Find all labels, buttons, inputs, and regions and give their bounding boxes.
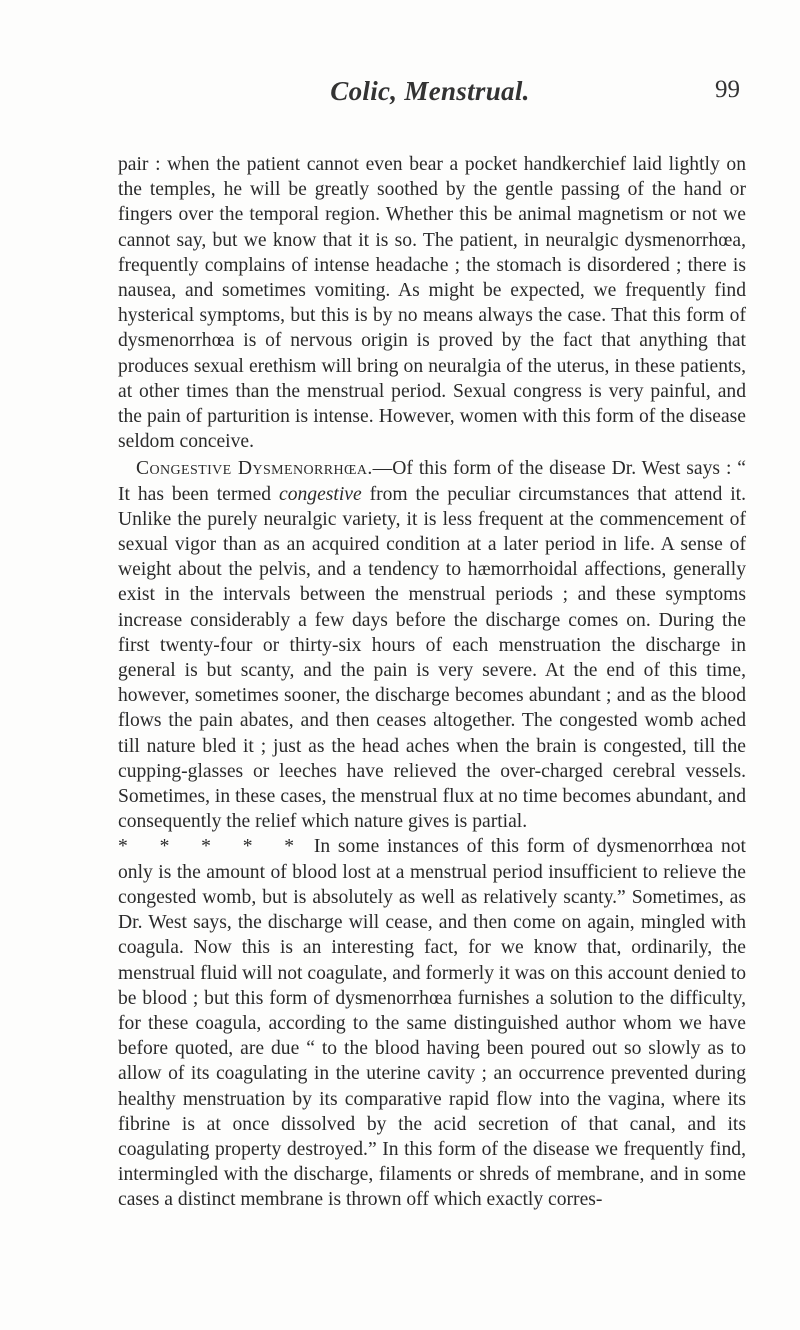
emphasized-term: congestive xyxy=(279,483,362,505)
page-number: 99 xyxy=(715,76,740,103)
paragraph-intro: —Of this form of the disease Dr. West says : “ It has been termed xyxy=(118,458,746,505)
ellipsis-stars: * * * * * xyxy=(118,836,307,858)
body-text xyxy=(118,152,746,1213)
paragraph-text-b: In some instances of this form of dysmenorrhœa not only is the amount of blood lost at a menstrual period insufficient to relieve the congested womb, but is absolutely as well as relatively scanty.” Sometimes, as Dr. West says, the discharge will cease, and then come on again, mingled with coagula. Now this is an interesting fact, for we know that, ordinarily, the menstrual fluid will not coagulate, and formerly it was on this account denied to be blood ; but this form of dysmenorrhœa furnishes a solution to the difficulty, for these coagula, according to the same distinguished author whom we have before quoted, are due “ to the blood having been poured out so slowly as to allow of its coagulating in the uterine cavity ; an occurrence prevented during healthy menstruation by its comparative rapid flow into the vagina, where its fibrine is at once dissolved by the acid secretion of that canal, and its coagulating property destroyed.” In this form of the disease we frequently find, intermingled with the discharge, filaments or shreds of membrane, and in some cases a distinct membrane is thrown off which exactly corres- xyxy=(118,836,747,1211)
paragraph-text-a: from the peculiar circumstances that attend it. Unlike the purely neuralgic variety, it is less frequent at the commencement of sexual vigor than as an acquired condition at a later period in life. A sense of weight about the pelvis, and a tendency to hæmorrhoidal affections, generally exist in the intervals between the menstrual periods ; and these symptoms increase considerably a few days before the discharge comes on. During the first twenty-four or thirty-six hours of each menstruation the discharge in general is but scanty, and the pain is very severe. At the end of this time, however, sometimes sooner, the discharge becomes abundant ; and as the blood flows the pain abates, and then ceases altogether. The congested womb ached till nature bled it ; just as the head aches when the brain is congested, till the cupping-glasses or leeches have relieved the over-charged cerebral vessels. Sometimes, in these cases, the menstrual flux at no time becomes abundant, and consequently the relief which nature gives is partial. xyxy=(118,483,746,833)
paragraph-congestive-dysmenorrhoea xyxy=(118,456,746,1212)
page-header xyxy=(120,76,740,116)
running-title: Colic, Menstrual. xyxy=(330,76,530,106)
paragraph-neuralgic-dysmenorrhoea: pair : when the patient cannot even bear a pocket handkerchief laid lightly on the temples, he will be greatly soothed by the gentle passing of the hand or fingers over the temporal region. Whether this be animal magnetism or not we cannot say, but we know that it is so. The patient, in neuralgic dysmenorrhœa, frequently complains of intense headache ; the stomach is disordered ; there is nausea, and sometimes vomiting. As might be expected, we frequently find hysterical symptoms, but this is by no means always the case. That this form of dysmenorrhœa is of nervous origin is proved by the fact that anything that produces sexual erethism will bring on neuralgia of the uterus, in these patients, at other times than the menstrual period. Sexual congress is very painful, and the pain of parturition is intense. However, women with this form of the disease seldom conceive. xyxy=(118,154,746,453)
section-heading: Congestive Dysmenorrhœa. xyxy=(136,458,373,480)
